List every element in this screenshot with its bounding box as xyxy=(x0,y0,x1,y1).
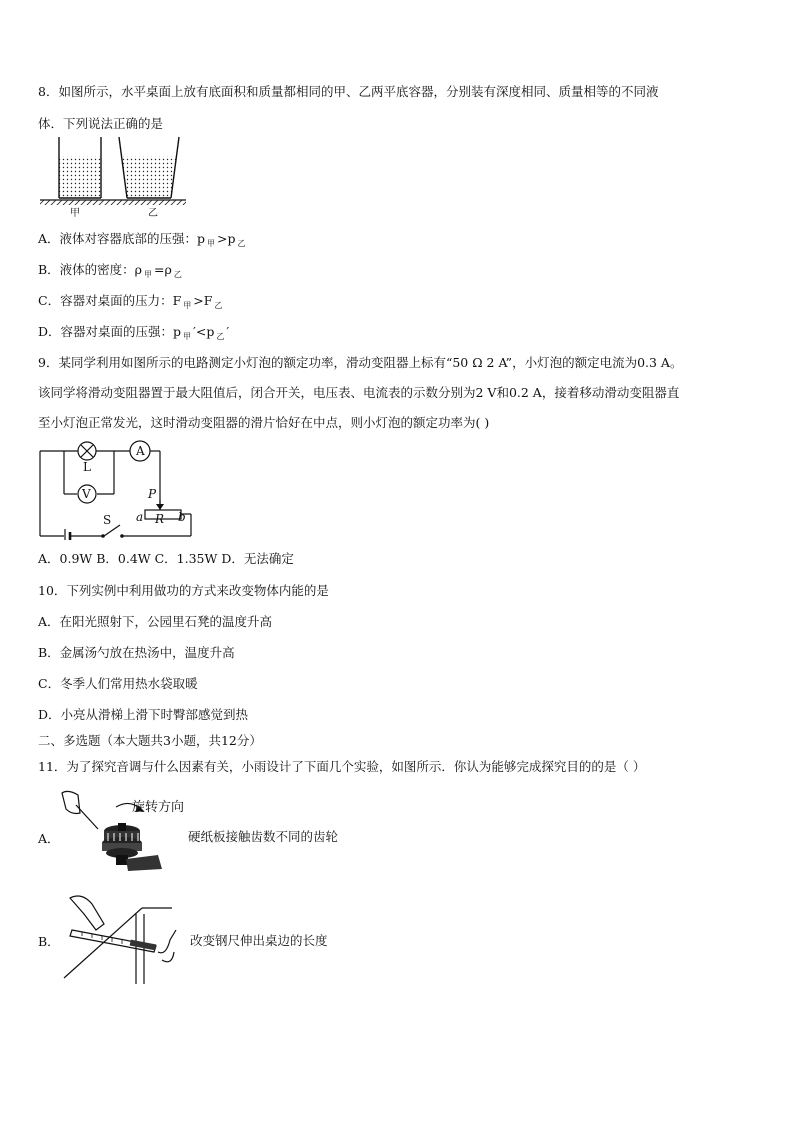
q9-slider-label: P xyxy=(148,487,157,501)
q8-stem-line1: 8．如图所示，水平桌面上放有底面积和质量都相同的甲、乙两平底容器，分别装有深度相同、质量相等的不同液 xyxy=(38,84,659,99)
q8-option-a-mid: >p xyxy=(217,231,236,246)
section-heading: 二、多选题（本大题共3小题，共12分） xyxy=(38,733,262,748)
q9-rheostat-label: R xyxy=(155,512,165,526)
q9-circuit-diagram xyxy=(38,440,198,540)
q9-lamp-label: L xyxy=(83,460,91,474)
q8-option-c-sub1: 甲 xyxy=(183,301,192,310)
q8-option-a-sub1: 甲 xyxy=(207,239,216,248)
q8-option-c xyxy=(38,293,224,311)
q11-option-b-text: 改变钢尺伸出桌边的长度 xyxy=(190,933,328,948)
q8-label-yi: 乙 xyxy=(148,208,158,219)
q9-options: A．0.9W B．0.4W C．1.35W D．无法确定 xyxy=(38,551,294,566)
q8-option-c-mid: >F xyxy=(193,293,213,308)
q8-option-d-sub2: 乙 xyxy=(216,332,225,341)
q8-option-d xyxy=(38,324,229,342)
q8-label-jia: 甲 xyxy=(70,208,80,219)
q9-switch-label: S xyxy=(103,513,112,527)
q10-option-c: C．冬季人们常用热水袋取暖 xyxy=(38,676,198,691)
q8-option-b-sub2: 乙 xyxy=(173,270,182,279)
q9-end-a-label: a xyxy=(136,510,144,524)
q9-stem-line3: 至小灯泡正常发光，这时滑动变阻器的滑片恰好在中点，则小灯泡的额定功率为( ) xyxy=(38,415,490,430)
q11-stem: 11．为了探究音调与什么因素有关，小雨设计了下面几个实验，如图所示．你认为能够完成探究目的的是（ ） xyxy=(38,759,646,774)
q8-option-a-text: A．液体对容器底部的压强：p xyxy=(38,231,206,246)
q8-stem-line2: 体．下列说法正确的是 xyxy=(38,116,164,131)
q10-option-a: A．在阳光照射下，公园里石凳的温度升高 xyxy=(38,614,273,629)
q8-container-figure xyxy=(38,134,188,220)
q8-option-b xyxy=(38,262,184,280)
q8-option-c-sub2: 乙 xyxy=(214,301,223,310)
q11-option-b-letter: B． xyxy=(38,934,60,949)
q9-end-b-label: b xyxy=(178,510,186,524)
q8-option-a-sub2: 乙 xyxy=(237,239,246,248)
q8-option-d-mid: ′<p xyxy=(193,324,215,339)
q11-option-a-text: 硬纸板接触齿数不同的齿轮 xyxy=(188,829,339,844)
q8-option-b-sub1: 甲 xyxy=(144,270,153,279)
q8-option-b-text: B．液体的密度：ρ xyxy=(38,262,143,277)
q9-ammeter-label: A xyxy=(136,444,145,458)
q9-voltmeter-label: V xyxy=(82,487,91,501)
q10-option-b: B．金属汤勺放在热汤中，温度升高 xyxy=(38,645,235,660)
q8-option-d-tail: ′ xyxy=(226,324,230,339)
q8-option-d-text: D．容器对桌面的压强：p xyxy=(38,324,182,339)
q8-option-a xyxy=(38,231,248,249)
q10-stem: 10．下列实例中利用做功的方式来改变物体内能的是 xyxy=(38,583,329,598)
q11-rotation-caption: 旋转方向 xyxy=(132,800,185,815)
q8-option-b-mid: =ρ xyxy=(154,262,172,277)
q11-option-a-letter: A． xyxy=(38,831,60,846)
q9-stem-line1: 9．某同学利用如图所示的电路测定小灯泡的额定功率，滑动变阻器上标有“50 Ω 2 A”，小灯泡的额定电流为0.3 A。 xyxy=(38,355,683,370)
q9-stem-line2: 该同学将滑动变阻器置于最大阻值后，闭合开关，电压表、电流表的示数分别为2 V和0.2 A，接着移动滑动变阻器直 xyxy=(38,385,680,400)
q8-option-d-sub1: 甲 xyxy=(183,332,192,341)
q8-option-c-text: C．容器对桌面的压力：F xyxy=(38,293,182,308)
q10-option-d: D．小亮从滑梯上滑下时臀部感觉到热 xyxy=(38,707,249,722)
q11-ruler-figure xyxy=(62,890,182,985)
